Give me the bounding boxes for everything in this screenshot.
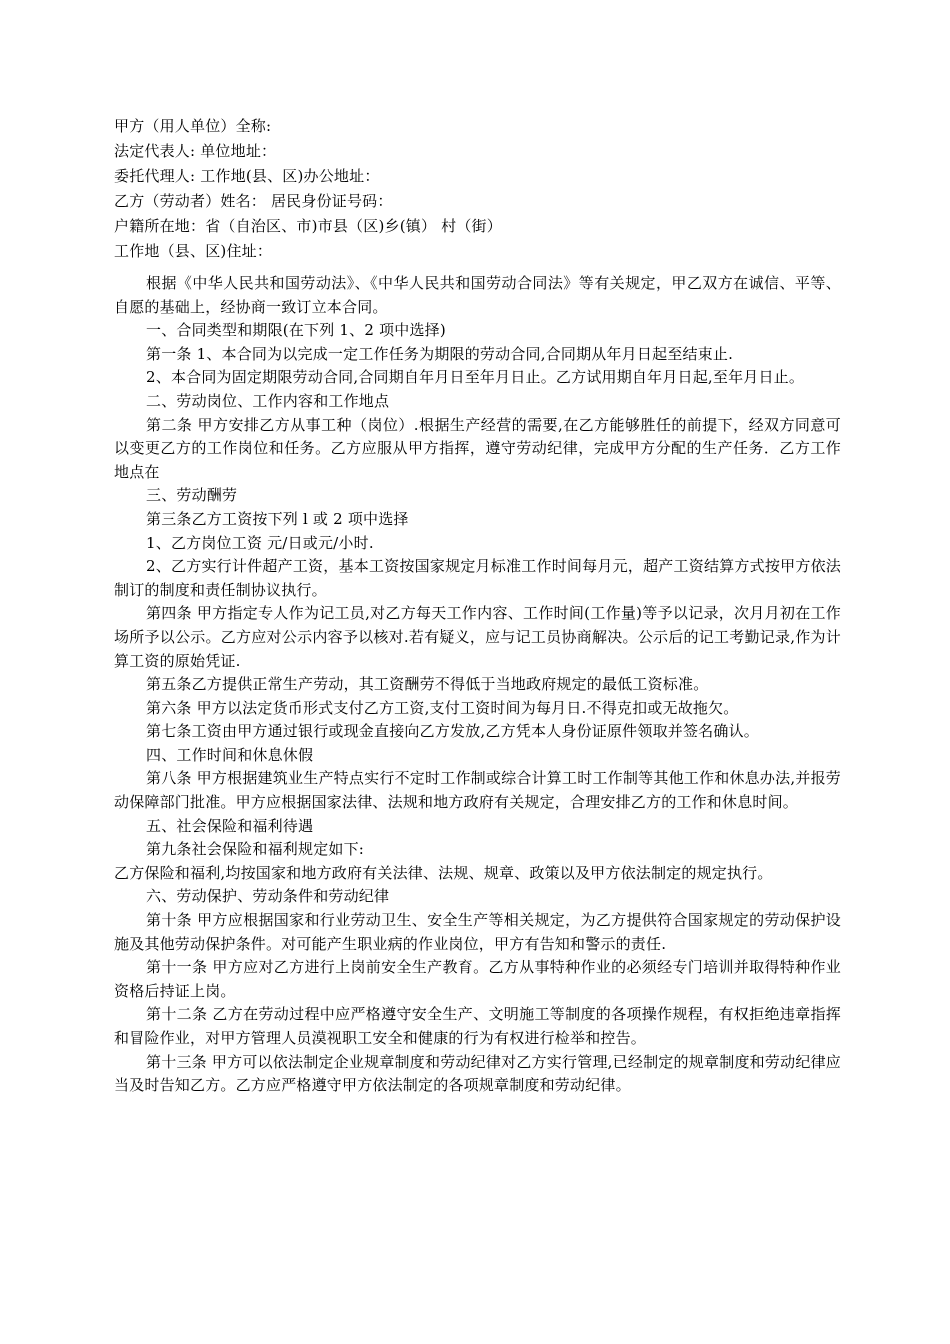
article-12: 第十二条 乙方在劳动过程中应严格遵守安全生产、文明施工等制度的各项操作规程，有权拒绝违章指挥和冒险作业，对甲方管理人员漠视职工安全和健康的行为有权进行检举和控告。 xyxy=(114,1005,841,1047)
article-4: 第四条 甲方指定专人作为记工员,对乙方每天工作内容、工作时间(工作量)等予以记录，次月月初在工作场所予以公示。乙方应对公示内容予以核对.若有疑义，应与记工员协商解决。公示后的记工考勤记录,作为计算工资的原始凭证. xyxy=(114,604,841,670)
section-heading-5: 五、社会保险和福利待遇 xyxy=(146,816,314,835)
preamble-paragraph: 根据《中华人民共和国劳动法》、《中华人民共和国劳动合同法》等有关规定，甲乙双方在诚信、平等、自愿的基础上，经协商一致订立本合同。 xyxy=(114,274,841,316)
article-3-item-2: 2、乙方实行计件超产工资，基本工资按国家规定月标准工作时间每月元，超产工资结算方式按甲方依法制订的制度和责任制协议执行。 xyxy=(114,557,841,599)
authorized-agent-line: 委托代理人: 工作地(县、区)办公地址： xyxy=(114,167,380,185)
work-address-line: 工作地（县、区)住址： xyxy=(114,242,273,260)
article-8: 第八条 甲方根据建筑业生产特点实行不定时工作制或综合计算工时工作制等其他工作和休息办法,并报劳动保障部门批准。甲方应根据国家法律、法规和地方政府有关规定，合理安排乙方的工作和休息时间。 xyxy=(114,769,841,812)
party-b-name-line: 乙方（劳动者）姓名： 居民身份证号码： xyxy=(114,192,393,210)
article-1: 第一条 1、本合同为以完成一定工作任务为期限的劳动合同,合同期从年月日起至结束止. xyxy=(146,344,734,363)
household-registration-line: 户籍所在地：省（自治区、市)市县（区)乡(镇） 村（街） xyxy=(114,217,502,235)
article-7: 第七条工资由甲方通过银行或现金直接向乙方发放,乙方凭本人身份证原件领取并签名确认。 xyxy=(146,722,759,741)
article-1-item-2: 2、本合同为固定期限劳动合同,合同期自年月日至年月日止。乙方试用期自年月日起,至年月日止。 xyxy=(146,368,805,387)
article-11: 第十一条 甲方应对乙方进行上岗前安全生产教育。乙方从事特种作业的必须经专门培训并取得特种作业资格后持证上岗。 xyxy=(114,958,841,1000)
section-heading-4: 四、工作时间和休息休假 xyxy=(146,745,314,764)
article-5: 第五条乙方提供正常生产劳动，其工资酬劳不得低于当地政府规定的最低工资标准。 xyxy=(146,675,709,694)
article-13: 第十三条 甲方可以依法制定企业规章制度和劳动纪律对乙方实行管理,已经制定的规章制度和劳动纪律应当及时告知乙方。乙方应严格遵守甲方依法制定的各项规章制度和劳动纪律。 xyxy=(114,1052,841,1095)
section-heading-2: 二、劳动岗位、工作内容和工作地点 xyxy=(146,391,390,410)
article-6: 第六条 甲方以法定货币形式支付乙方工资,支付工资时间为每月日.不得克扣或无故拖欠。 xyxy=(146,698,739,717)
legal-representative-line: 法定代表人: 单位地址： xyxy=(114,142,277,160)
contract-party-info xyxy=(114,114,841,264)
article-9: 第九条社会保险和福利规定如下: xyxy=(146,840,365,859)
contract-body xyxy=(114,272,841,1098)
document-content xyxy=(114,114,841,1098)
section-heading-6: 六、劳动保护、劳动条件和劳动纪律 xyxy=(146,887,390,906)
section-heading-3: 三、劳动酬劳 xyxy=(146,486,238,505)
article-9-detail: 乙方保险和福利,均按国家和地方政府有关法律、法规、规章、政策以及甲方依法制定的规定执行。 xyxy=(114,863,773,882)
article-2: 第二条 甲方安排乙方从事工种（岗位）.根据生产经营的需要,在乙方能够胜任的前提下，经双方同意可以变更乙方的工作岗位和任务。乙方应服从甲方指挥，遵守劳动纪律，完成甲方分配的生产任务．乙方工作地点在 xyxy=(114,415,841,481)
article-3-item-1: 1、乙方岗位工资 元/日或元/小时. xyxy=(146,533,374,552)
article-3: 第三条乙方工资按下列 l 或 2 项中选择 xyxy=(146,509,409,528)
party-a-name-line: 甲方（用人单位）全称: xyxy=(114,117,272,135)
section-heading-1: 一、合同类型和期限(在下列 1、2 项中选择) xyxy=(146,321,446,340)
article-10: 第十条 甲方应根据国家和行业劳动卫生、安全生产等相关规定，为乙方提供符合国家规定的劳动保护设施及其他劳动保护条件。对可能产生职业病的作业岗位，甲方有告知和警示的责任. xyxy=(114,911,841,953)
